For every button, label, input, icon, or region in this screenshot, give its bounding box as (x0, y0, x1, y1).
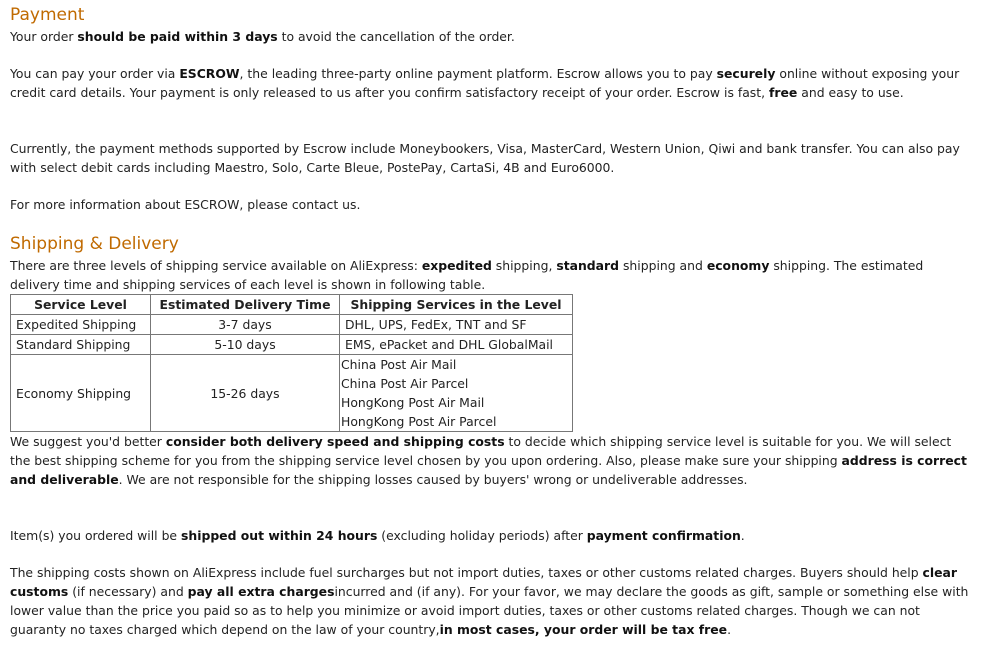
service-item: HongKong Post Air Mail (341, 395, 485, 410)
service-item: China Post Air Mail (341, 357, 457, 372)
table-row (11, 315, 573, 335)
payment-methods-text: Currently, the payment methods supported by Escrow include Moneybookers, Visa, MasterCard, Western Union, Qiwi and bank transfer. You can also pay with select debit cards including Maestro, Solo, Carte Bleue, PostePay, CartaSi, 4B and Euro6000. (10, 141, 960, 175)
service-level-cell: Standard Shipping (11, 335, 151, 355)
header-shipping-services: Shipping Services in the Level (340, 295, 573, 315)
delivery-time-cell: 15-26 days (151, 355, 340, 432)
payment-heading: Payment (10, 5, 85, 25)
service-item: HongKong Post Air Parcel (341, 414, 497, 429)
customs-charges-text: The shipping costs shown on AliExpress include fuel surcharges but not import duties, taxes or other customs related charges. Buyers should help clear customs (if necessary) and pay all extra chargesincurred and (if any). For your favor, we may declare the goods as gift, sample or something else with lower value than the price you paid so as to help you minimize or avoid import duties, taxes or other customs related charges. Though we can not guaranty no taxes charged which depend on the law of your country,in most cases, your order will be tax free. (10, 565, 969, 637)
service-item: China Post Air Parcel (341, 376, 469, 391)
services-cell: EMS, ePacket and DHL GlobalMail (340, 335, 573, 355)
table-header-row (11, 295, 573, 315)
delivery-time-cell: 5-10 days (151, 335, 340, 355)
escrow-contact-text: For more information about ESCROW, please contact us. (10, 197, 361, 212)
delivery-time-cell: 3-7 days (151, 315, 340, 335)
shipping-heading: Shipping & Delivery (10, 234, 179, 254)
shipping-levels-table (10, 294, 573, 432)
service-level-cell: Economy Shipping (11, 355, 151, 432)
services-cell: DHL, UPS, FedEx, TNT and SF (340, 315, 573, 335)
escrow-description: You can pay your order via ESCROW, the leading three-party online payment platform. Escrow allows you to pay securely online without exposing your credit card details. Your payment is only released to us after you confirm satisfactory receipt of your order. Escrow is fast, free and easy to use. (10, 66, 960, 100)
service-level-cell: Expedited Shipping (11, 315, 151, 335)
ship-out-time-text: Item(s) you ordered will be shipped out within 24 hours (excluding holiday periods) after payment confirmation. (10, 528, 745, 543)
table-row (11, 335, 573, 355)
table-row (11, 355, 573, 432)
header-delivery-time: Estimated Delivery Time (151, 295, 340, 315)
header-service-level: Service Level (11, 295, 151, 315)
payment-deadline-text: Your order should be paid within 3 days to avoid the cancellation of the order. (10, 29, 515, 44)
shipping-suggestion-text: We suggest you'd better consider both delivery speed and shipping costs to decide which shipping service level is suitable for you. We will select the best shipping scheme for you from the shipping service level chosen by you upon ordering. Also, please make sure your shipping address is correct and deliverable. We are not responsible for the shipping losses caused by buyers' wrong or undeliverable addresses. (10, 434, 967, 487)
shipping-intro: There are three levels of shipping service available on AliExpress: expedited shipping, standard shipping and economy shipping. The estimated delivery time and shipping services of each level is shown in following table. (10, 258, 924, 292)
services-cell (340, 355, 573, 432)
